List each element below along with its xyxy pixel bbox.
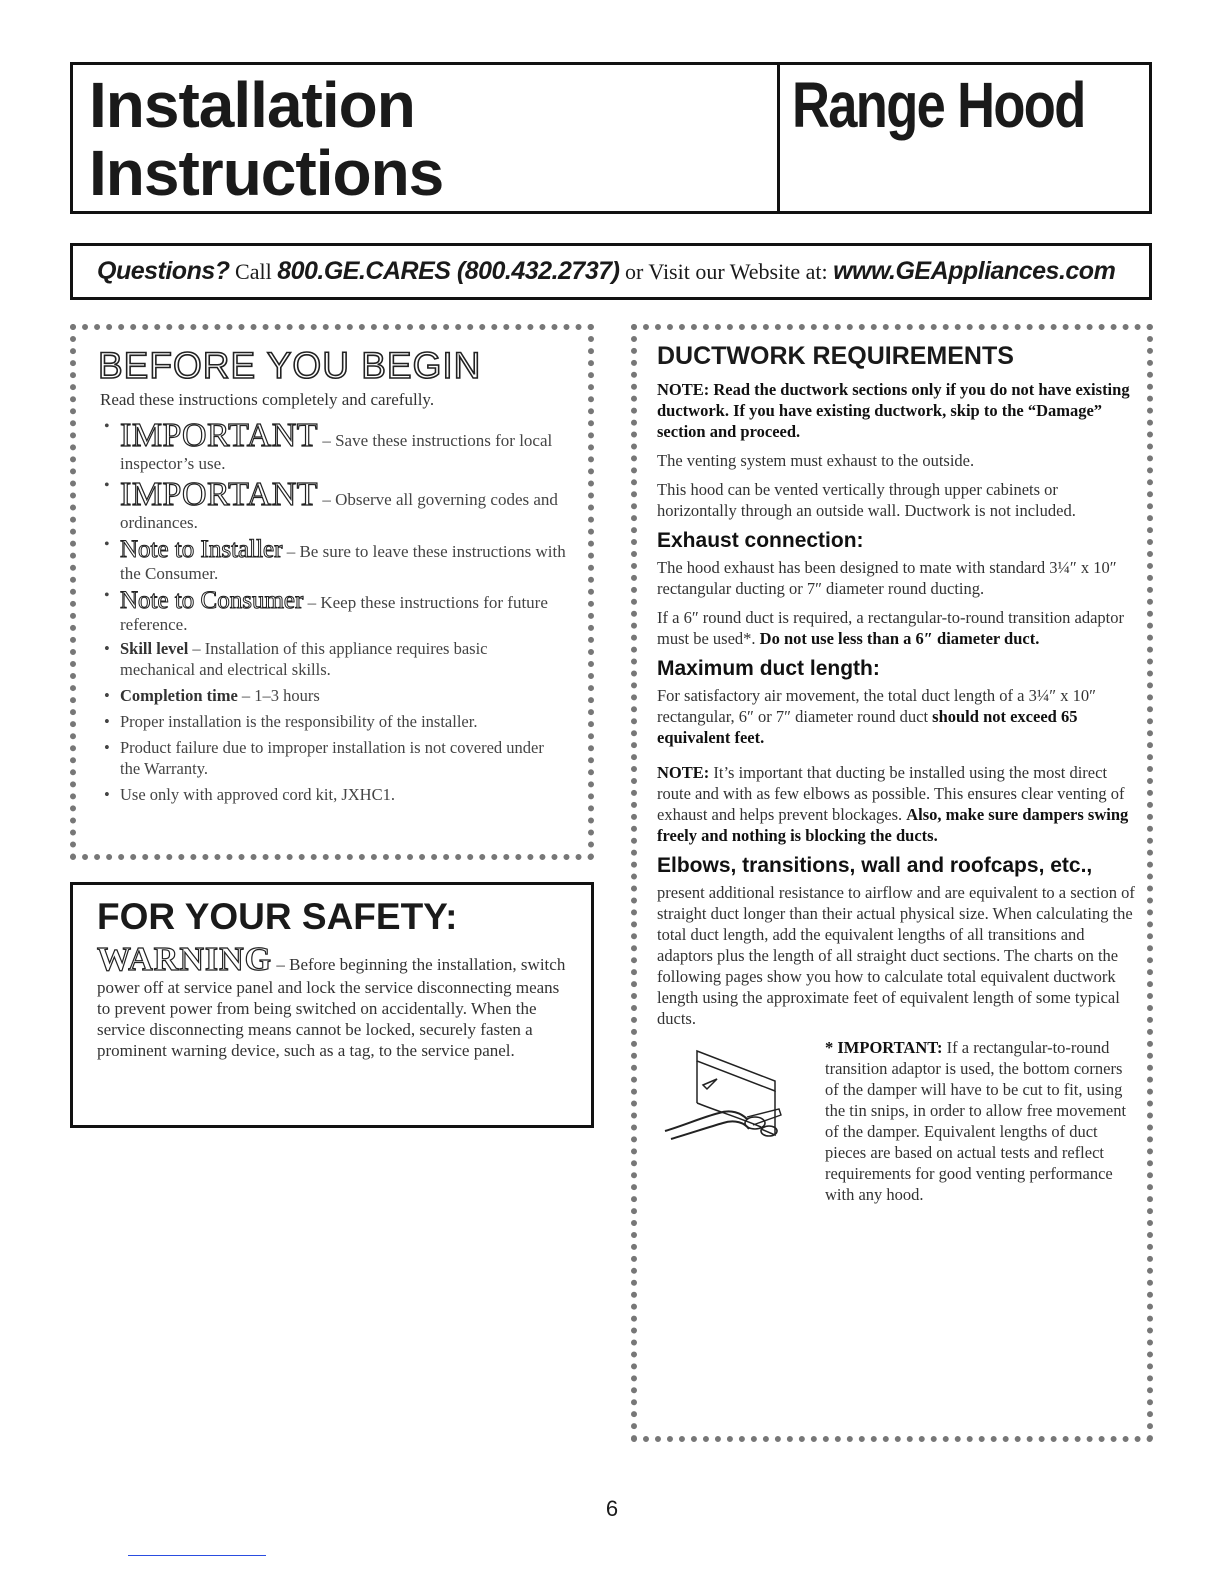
header-product-cell bbox=[780, 65, 1149, 211]
product-name: Range Hood bbox=[792, 69, 1085, 141]
note2-label: NOTE: bbox=[657, 763, 710, 782]
questions-bar bbox=[70, 243, 1152, 300]
max-length-limit: should not exceed 65 equivalent feet. bbox=[657, 707, 1078, 747]
before-lead: Read these instructions completely and carefully. bbox=[100, 390, 435, 409]
ductwork-box bbox=[631, 324, 1153, 1442]
important-text: – Observe all governing codes and ordinances. bbox=[120, 490, 558, 532]
venting-text: The venting system must exhaust to the outside. bbox=[657, 451, 975, 470]
visit-text: or Visit our Website at: bbox=[619, 258, 834, 284]
skill-text: – Installation of this appliance requires basic mechanical and electrical skills. bbox=[120, 639, 488, 679]
max-length-text: For satisfactory air movement, the total duct length of a 3¼″ x 10″ rectangular, 6″ or 7″ diameter round duct bbox=[657, 686, 1096, 726]
list-item bbox=[98, 737, 566, 779]
note2-paragraph bbox=[657, 762, 1137, 846]
important-text: – Save these instructions for local inspector’s use. bbox=[120, 431, 553, 473]
before-list bbox=[98, 418, 566, 805]
list-item bbox=[98, 418, 566, 474]
safety-box bbox=[70, 882, 594, 1128]
max-length-heading: Maximum duct length: bbox=[657, 657, 880, 680]
tin-snips-illustration bbox=[657, 1043, 817, 1153]
responsibility-text: Proper installation is the responsibility of the installer. bbox=[120, 712, 478, 731]
consumer-heading: Note to Consumer bbox=[120, 587, 304, 614]
cord-text: Use only with approved cord kit, JXHC1. bbox=[120, 785, 395, 804]
before-title: BEFORE YOU BEGIN bbox=[98, 345, 482, 386]
exhaust-text: The hood exhaust has been designed to mate with standard 3¼″ x 10″ rectangular ducting or 7″ diameter round ducting. bbox=[657, 558, 1117, 598]
page-header bbox=[70, 62, 1152, 214]
vent-direction-text: This hood can be vented vertically through upper cabinets or horizontally through an outside wall. Ductwork is not included. bbox=[657, 480, 1076, 520]
header-title-cell bbox=[73, 65, 780, 211]
call-text: Call bbox=[229, 258, 278, 284]
time-heading: Completion time bbox=[120, 686, 238, 705]
title-line-1: Installation bbox=[89, 69, 415, 141]
list-item bbox=[98, 711, 566, 732]
important-note bbox=[657, 1037, 1137, 1213]
note2-bold: Also, make sure dampers swing freely and nothing is blocking the ducts. bbox=[657, 805, 1129, 845]
list-item bbox=[98, 638, 566, 680]
exhaust-heading: Exhaust connection: bbox=[657, 529, 864, 552]
note2-text: It’s important that ducting be installed using the most direct route and with as few elbows as possible. This ensures clear venting of exhaust and helps prevent blockages. bbox=[657, 763, 1125, 824]
exhaust-adaptor-text: If a 6″ round duct is required, a rectangular-to-round transition adaptor must be used*. bbox=[657, 608, 1125, 648]
website-link[interactable]: www.GEAppliances.com bbox=[833, 257, 1116, 285]
elbows-heading: Elbows, transitions, wall and roofcaps, etc., bbox=[657, 854, 1093, 877]
ductwork-title: DUCTWORK REQUIREMENTS bbox=[657, 342, 1014, 370]
consumer-text: – Keep these instructions for future reference. bbox=[120, 593, 548, 634]
page-number: 6 bbox=[605, 1496, 619, 1521]
exhaust-adaptor-paragraph bbox=[657, 607, 1137, 649]
exhaust-warning: Do not use less than a 6″ diameter duct. bbox=[759, 629, 1040, 648]
questions-label: Questions? bbox=[97, 257, 230, 285]
important-note-text: If a rectangular-to-round transition adaptor is used, the bottom corners of the damper will have to be cut to fit, using the tin snips, in order to allow free movement of the damper. Equivalent lengths of duct pieces are based on actual tests and reflect requirements for good venting performance with any hood. bbox=[825, 1038, 1127, 1204]
important-note-label: * IMPORTANT: bbox=[825, 1038, 943, 1057]
important-heading: IMPORTANT bbox=[120, 476, 319, 513]
footer-rule bbox=[128, 1555, 266, 1556]
max-length-paragraph bbox=[657, 685, 1137, 748]
phone-number[interactable]: 800.GE.CARES (800.432.2737) bbox=[277, 257, 620, 285]
warning-text: – Before beginning the installation, switch power off at service panel and lock the service disconnecting means to prevent power from being switched on accidentally. When the service disconnecting means cannot be locked, securely fasten a prominent warning device, such as a tag, to the service panel. bbox=[97, 955, 566, 1060]
installer-text: – Be sure to leave these instructions with the Consumer. bbox=[120, 542, 566, 583]
skill-heading: Skill level bbox=[120, 639, 189, 658]
elbows-text: present additional resistance to airflow and are equivalent to a section of straight duct longer than their actual physical size. When calculating the total duct length, add the equivalent lengths of all transitions and adaptors plus the length of all straight duct sections. The charts on the following pages show you how to calculate total equivalent ductwork length using the approximate feet of equivalent length of some typical ducts. bbox=[657, 883, 1135, 1028]
list-item bbox=[98, 587, 566, 635]
failure-text: Product failure due to improper installation is not covered under the Warranty. bbox=[120, 738, 544, 778]
list-item bbox=[98, 685, 566, 706]
warning-paragraph bbox=[97, 943, 573, 1061]
safety-title: FOR YOUR SAFETY: bbox=[97, 896, 458, 937]
title-line-2: Instructions bbox=[89, 137, 444, 209]
list-item bbox=[98, 477, 566, 533]
list-item bbox=[98, 784, 566, 805]
important-note-paragraph bbox=[825, 1037, 1137, 1205]
before-you-begin-box bbox=[70, 324, 594, 860]
time-text: – 1–3 hours bbox=[237, 686, 320, 705]
list-item bbox=[98, 536, 566, 584]
important-heading: IMPORTANT bbox=[120, 417, 319, 454]
installer-heading: Note to Installer bbox=[120, 536, 283, 563]
ductwork-note: NOTE: Read the ductwork sections only if you do not have existing ductwork. If you have existing ductwork, skip to the “Damage” section and proceed. bbox=[657, 380, 1130, 441]
warning-heading: WARNING bbox=[97, 941, 273, 978]
